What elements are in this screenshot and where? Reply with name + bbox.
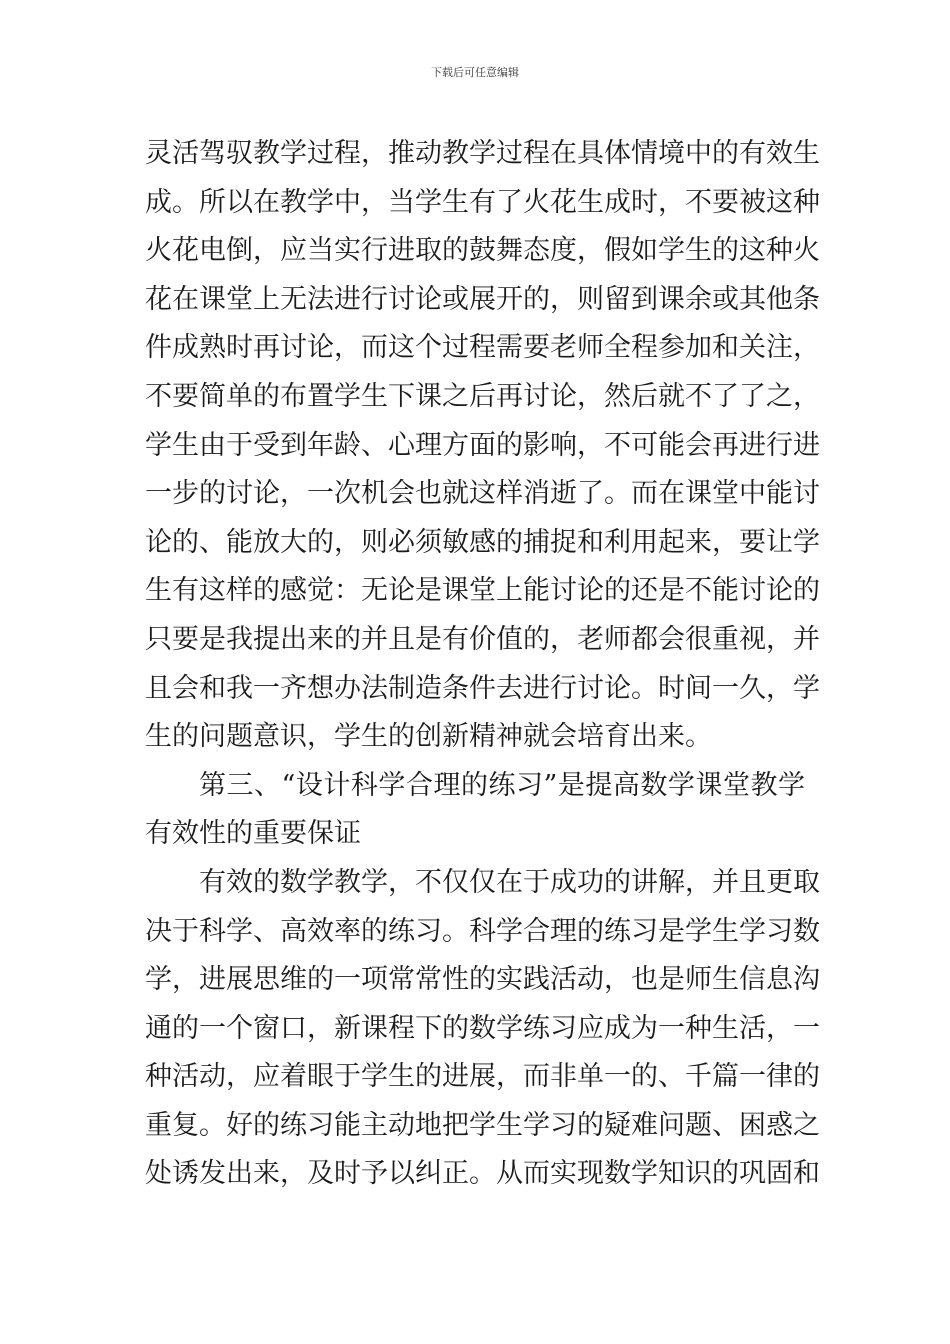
- text-line: 决于科学、高效率的练习。科学合理的练习是学生学习数: [145, 915, 820, 947]
- text-line: 且会和我一齐想办法制造条件去进行讨论。时间一久，学: [145, 672, 820, 704]
- text-line: 论的、能放大的，则必须敏感的捕捉和利用起来，要让学: [145, 526, 820, 558]
- text-line: 通的一个窗口，新课程下的数学练习应成为一种生活，一: [145, 1012, 820, 1044]
- text-line: 一步的讨论，一次机会也就这样消逝了。而在课堂中能讨: [145, 478, 820, 510]
- text-line: 灵活驾驭教学过程，推动教学过程在具体情境中的有效生: [145, 138, 820, 169]
- text-line: 火花电倒，应当实行进取的鼓舞态度，假如学生的这种火: [145, 235, 820, 267]
- text-line: 学生由于受到年龄、心理方面的影响，不可能会再进行进: [145, 429, 820, 461]
- section-heading-end-line: 有效性的重要保证: [145, 818, 361, 850]
- text-line: 花在课堂上无法进行讨论或展开的，则留到课余或其他条: [145, 283, 820, 315]
- text-line: 不要简单的布置学生下课之后再讨论，然后就不了了之，: [145, 380, 820, 412]
- paragraph-start-line: 有效的数学教学，不仅仅在于成功的讲解，并且更取: [199, 866, 820, 898]
- text-line: 重复。好的练习能主动地把学生学习的疑难问题、困惑之: [145, 1109, 820, 1141]
- page-header: 下载后可任意编辑: [431, 66, 519, 79]
- document-body: [145, 130, 820, 1199]
- text-line: 生有这样的感觉：无论是课堂上能讨论的还是不能讨论的: [145, 575, 820, 607]
- paragraph-end-line: 生的问题意识，学生的创新精神就会培育出来。: [145, 721, 712, 753]
- section-heading-line: 第三、“设计科学合理的练习”是提高数学课堂教学: [199, 769, 805, 801]
- text-line: 种活动，应着眼于学生的进展，而非单一的、千篇一律的: [145, 1061, 820, 1093]
- text-line: 处诱发出来，及时予以纠正。从而实现数学知识的巩固和: [145, 1158, 820, 1190]
- text-line: 只要是我提出来的并且是有价值的，老师都会很重视，并: [145, 623, 820, 655]
- text-line: 件成熟时再讨论，而这个过程需要老师全程参加和关注，: [145, 332, 820, 364]
- text-line: 成。所以在教学中，当学生有了火花生成时，不要被这种: [145, 186, 820, 218]
- text-line: 学，进展思维的一项常常性的实践活动，也是师生信息沟: [145, 964, 820, 996]
